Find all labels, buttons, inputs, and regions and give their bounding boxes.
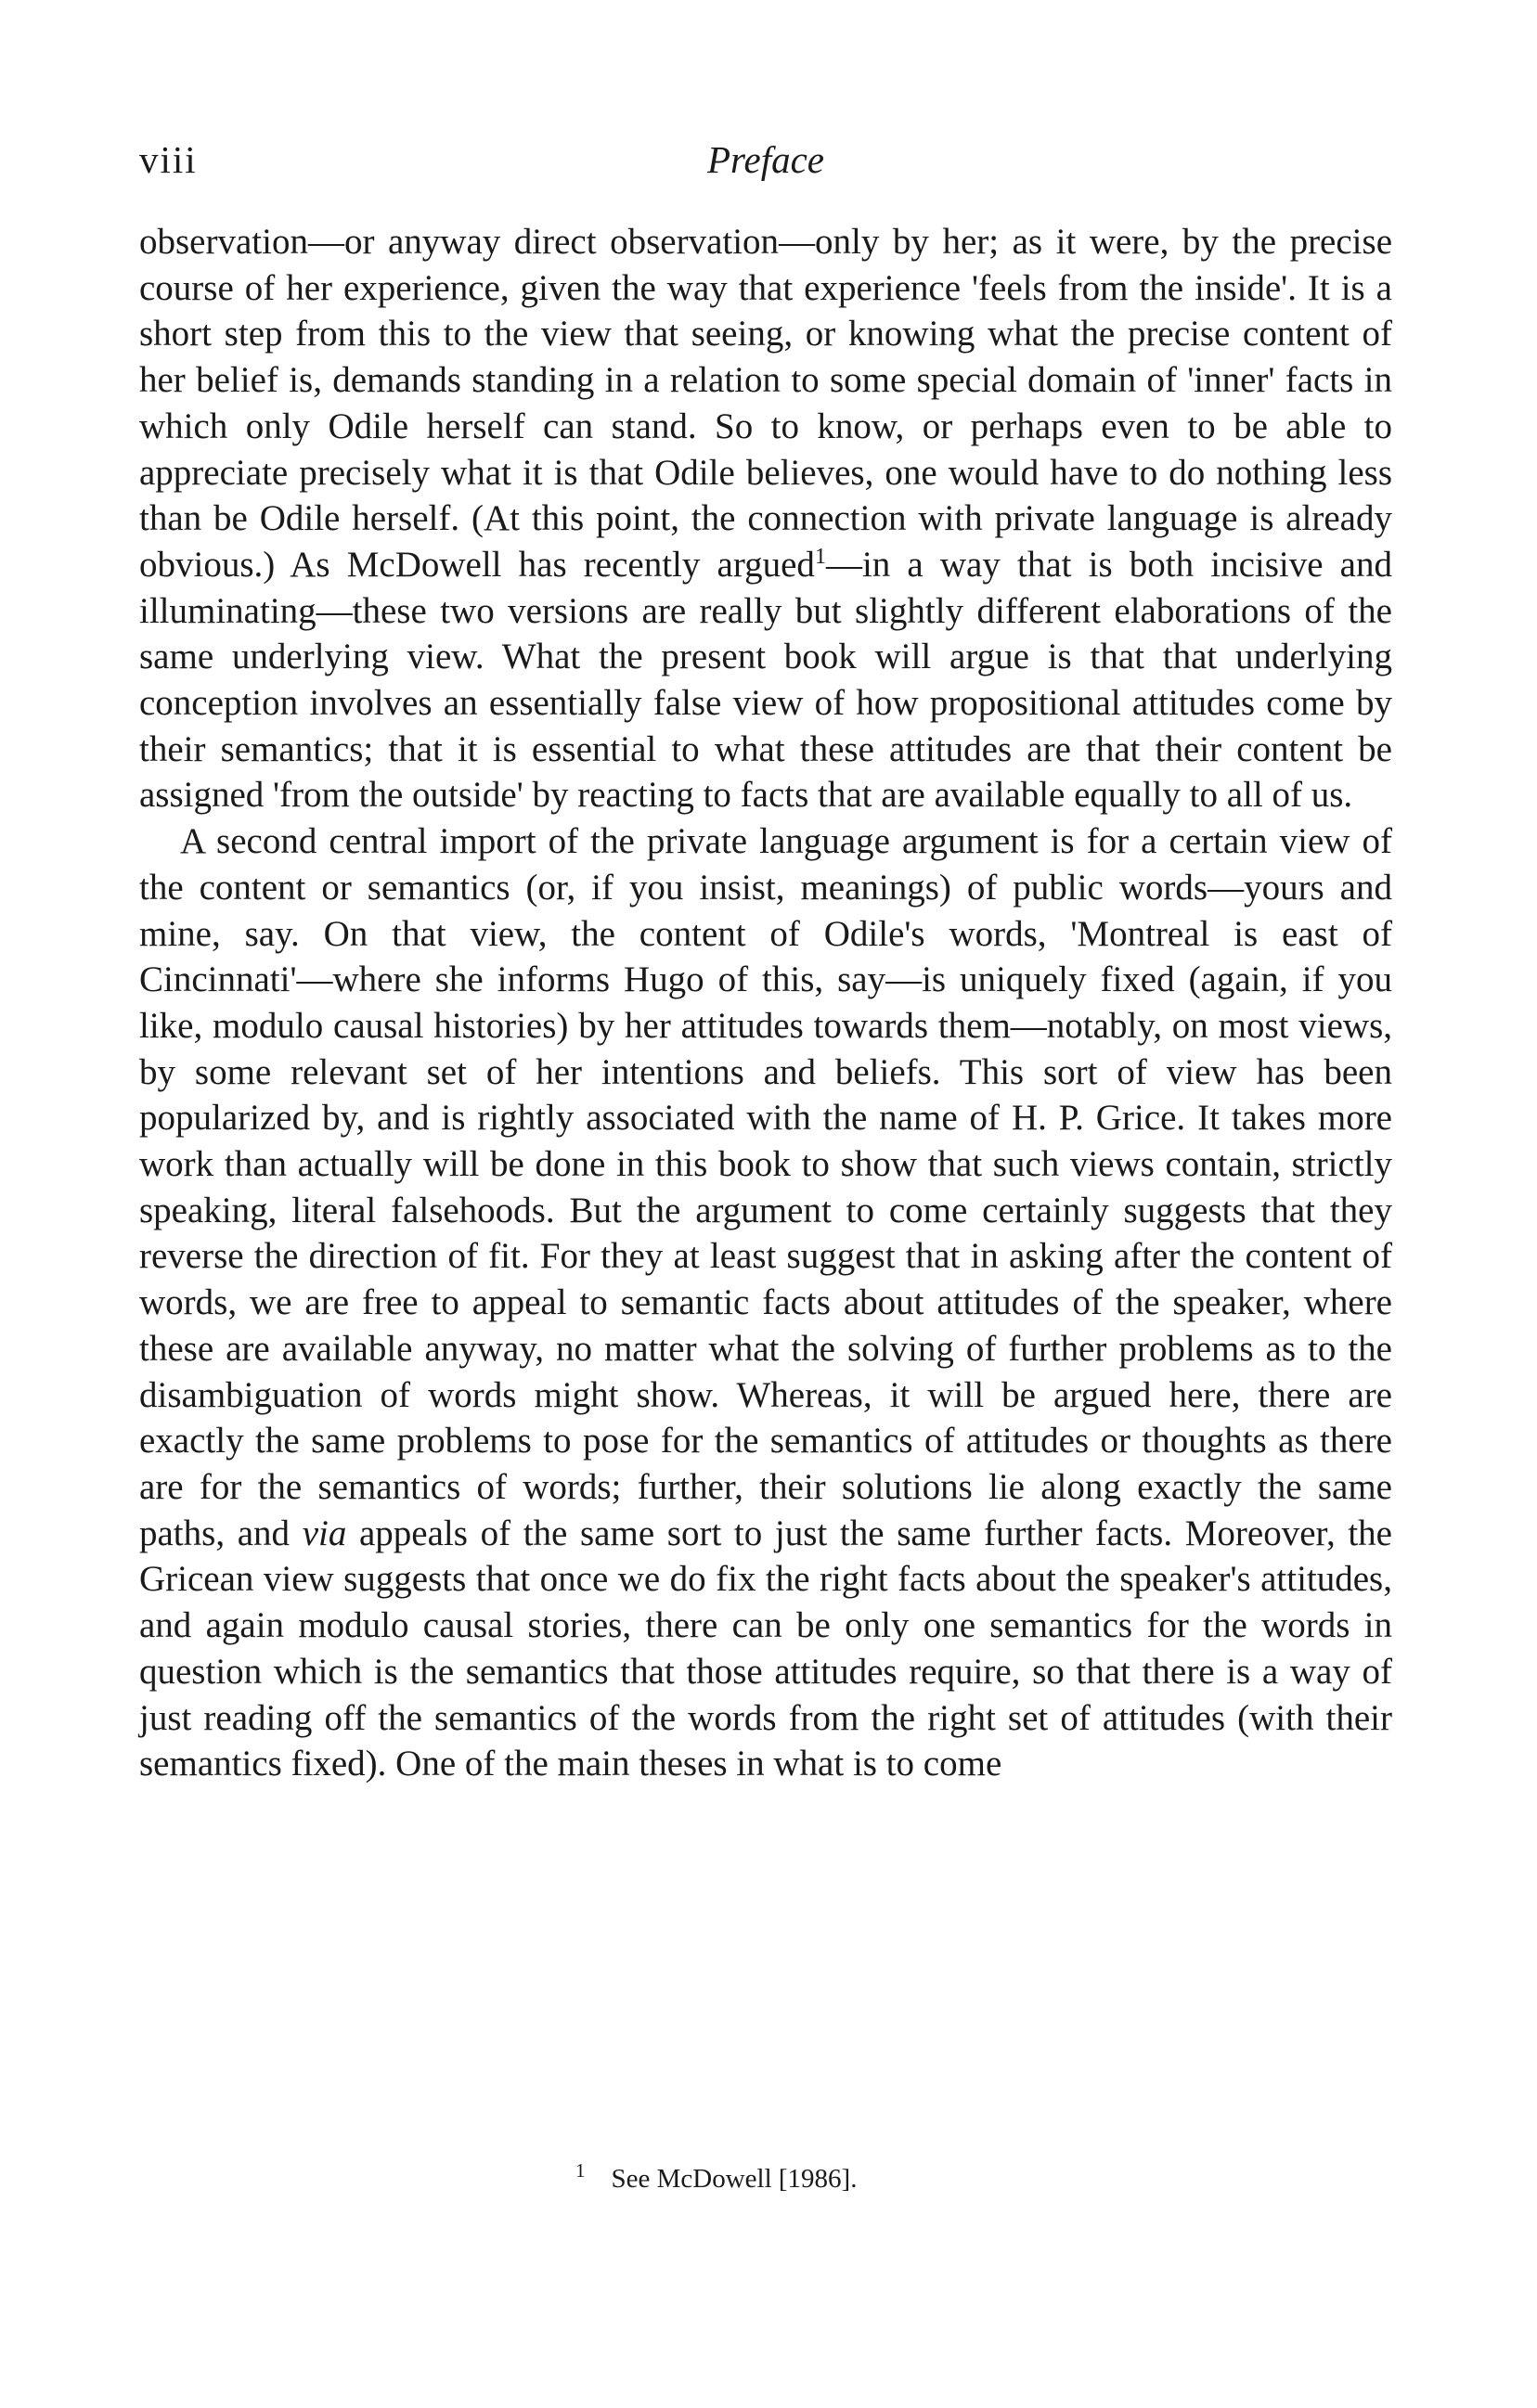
paragraph-1 — [139, 219, 1392, 818]
paragraph-2-text-start: A second central import of the private language argument is for a certain view of the content or semantics (or, if you insist, meanings) of public words—yours and mine, say. On that view, the content of Odile's words, 'Montreal is east of Cincinnati'—where she informs Hugo of this, say—is uniquely fixed (again, if you like, modulo causal histories) by her attitudes towards them—notably, on most views, by some relevant set of her intentions and beliefs. This sort of view has been popularized by, and is rightly associated with the name of H. P. Grice. It takes more work than actually will be done in this book to show that such views contain, strictly speaking, literal falsehoods. But the argument to come certainly suggests that they reverse the direction of fit. For they at least suggest that in asking after the content of words, we are free to appeal to semantic facts about attitudes of the speaker, where these are available anyway, no matter what the solving of further problems as to the disambiguation of words might show. Whereas, it will be argued here, there are exactly the same problems to pose for the semantics of attitudes or thoughts as there are for the semantics of words; further, their solutions lie along exactly the same paths, and — [139, 821, 1392, 1553]
italic-term: via — [302, 1513, 347, 1553]
paragraph-1-text-start: observation—or anyway direct observation—only by her; as it were, by the precise course of her experience, given the way that experience 'feels from the inside'. It is a short step from this to the view that seeing, or knowing what the precise content of her belief is, demands standing in a relation to some special domain of 'inner' facts in which only Odile herself can stand. So to know, or perhaps even to be able to appreciate precisely what it is that Odile believes, one would have to do nothing less than be Odile herself. (At this point, the connection with private language is already obvious.) As McDowell has recently argued — [139, 222, 1392, 585]
footnote-reference: 1 — [814, 544, 826, 569]
paragraph-1-text-end: —in a way that is both incisive and illuminating—these two versions are really but slightly different elaborations of the same underlying view. What the present book will argue is that that underlying conception involves an essentially false view of how propositional attitudes come by their semantics; that it is essential to what these attitudes are that their content be assigned 'from the outside' by reacting to facts that are available equally to all of us. — [139, 544, 1392, 816]
page-number: viii — [139, 138, 198, 181]
footnote — [575, 2159, 858, 2195]
page-header — [139, 137, 1392, 184]
body-text — [139, 219, 1392, 1787]
running-head: Preface — [707, 138, 824, 181]
paragraph-2 — [139, 818, 1392, 1787]
footnote-text: See McDowell [1986]. — [611, 2164, 858, 2194]
paragraph-2-text-end: appeals of the same sort to just the same further facts. Moreover, the Gricean view suggests that once we do fix the right facts about the speaker's attitudes, and again modulo causal stories, there can be only one semantics for the words in question which is the semantics that those attitudes require, so that there is a way of just reading off the semantics of the words from the right set of attitudes (with their semantics fixed). One of the main theses in what is to come — [139, 1513, 1392, 1784]
footnote-number: 1 — [575, 2159, 586, 2183]
